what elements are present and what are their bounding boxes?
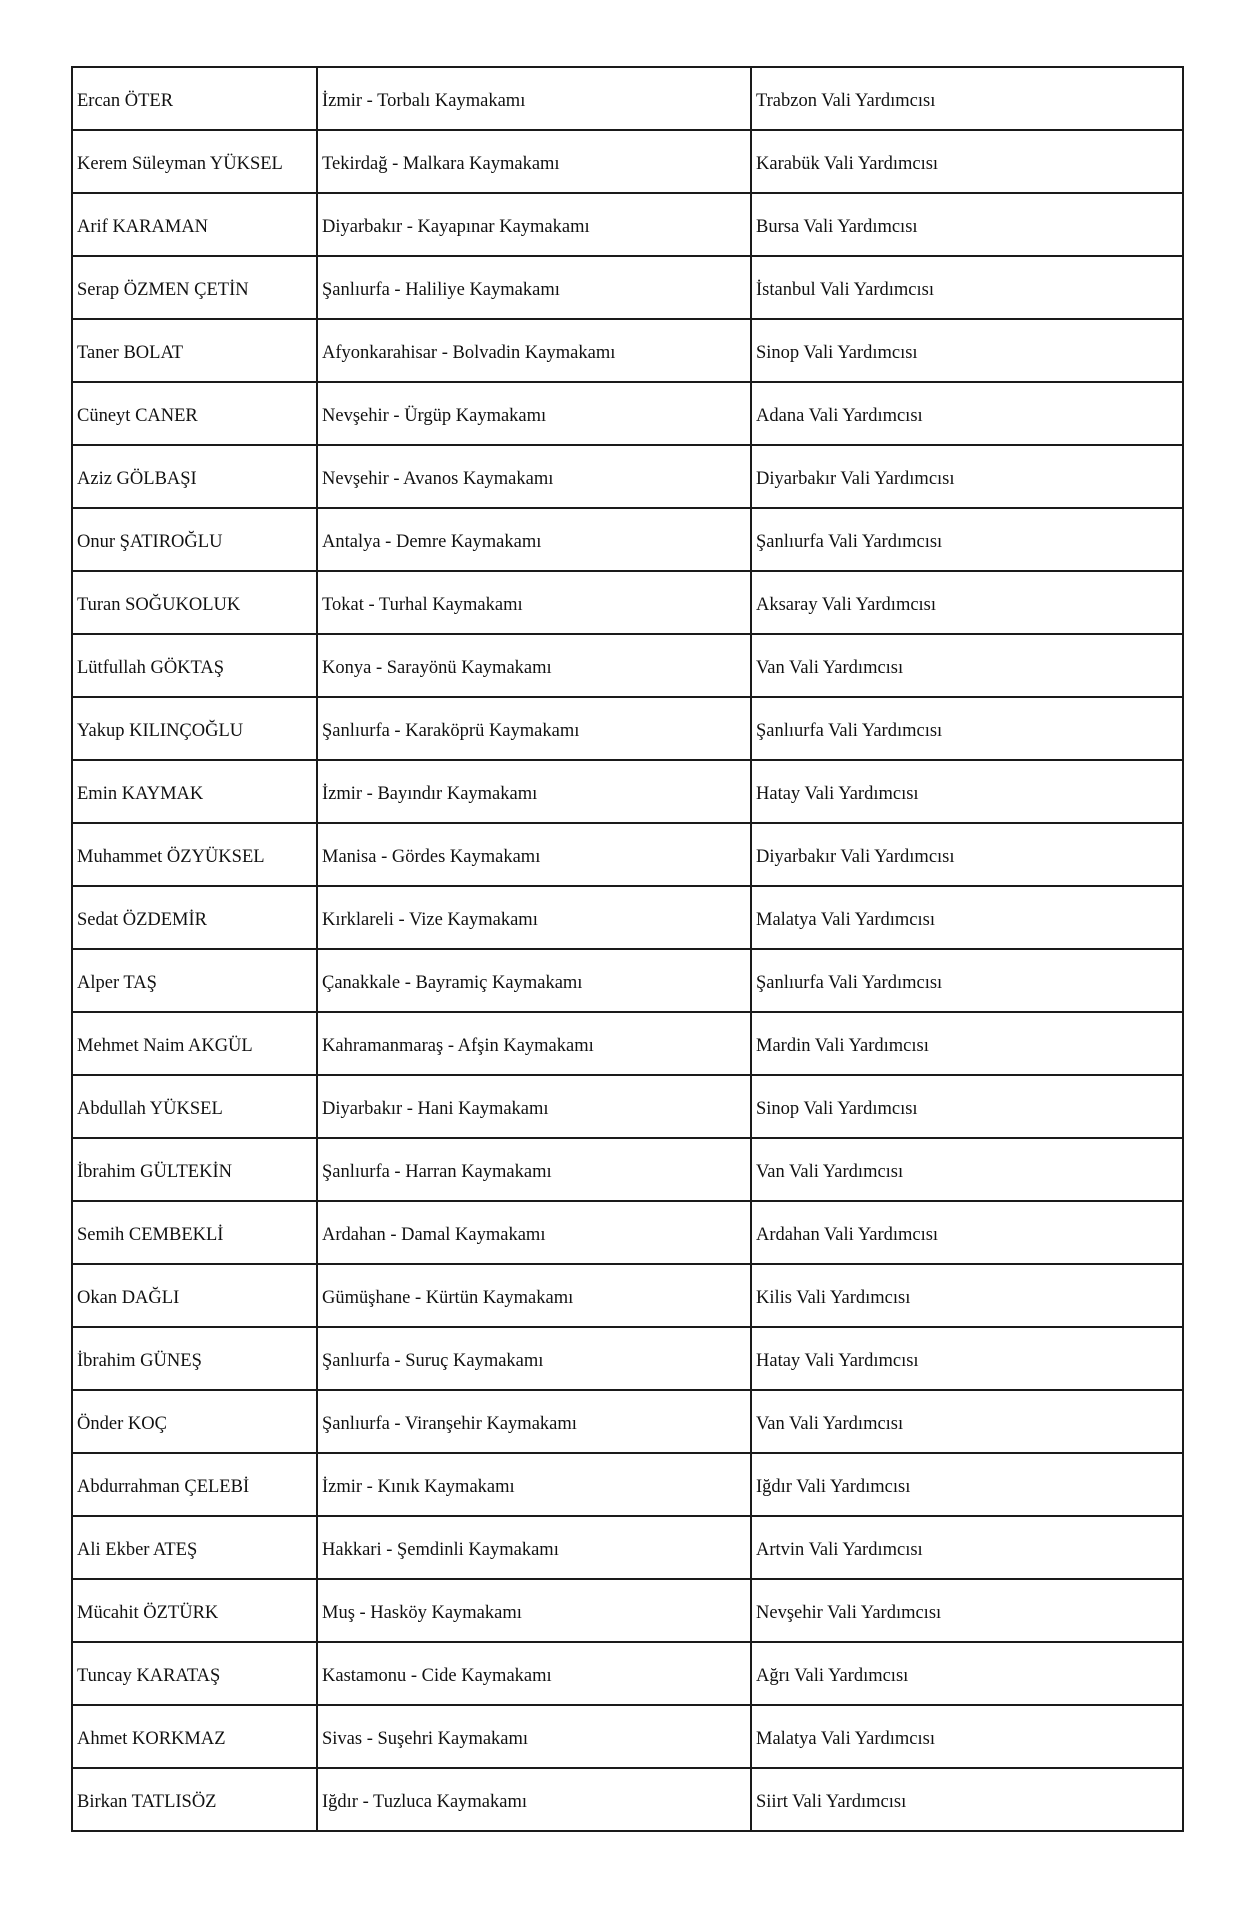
name-cell [72,445,317,508]
table-row [72,1579,1183,1642]
current-post-cell [317,193,751,256]
name-cell-text: Turan SOĞUKOLUK [77,594,241,615]
name-cell [72,1075,317,1138]
name-cell [72,760,317,823]
current-post-cell-text: Gümüşhane - Kürtün Kaymakamı [322,1287,574,1308]
table-row [72,634,1183,697]
name-cell [72,1327,317,1390]
current-post-cell-text: Kastamonu - Cide Kaymakamı [322,1665,552,1686]
current-post-cell-text: Diyarbakır - Kayapınar Kaymakamı [322,216,590,237]
new-post-cell-text: Hatay Vali Yardımcısı [756,1350,919,1371]
table-row [72,1264,1183,1327]
new-post-cell-text: İstanbul Vali Yardımcısı [756,279,934,300]
name-cell-text: İbrahim GÜNEŞ [77,1350,202,1371]
name-cell-text: Yakup KILINÇOĞLU [77,720,244,741]
table-row [72,1012,1183,1075]
current-post-cell-text: Diyarbakır - Hani Kaymakamı [322,1098,549,1119]
current-post-cell [317,130,751,193]
current-post-cell-text: Muş - Hasköy Kaymakamı [322,1602,522,1623]
name-cell [72,1516,317,1579]
name-cell-text: Ali Ekber ATEŞ [77,1539,198,1560]
current-post-cell [317,760,751,823]
new-post-cell [751,571,1183,634]
name-cell-text: Serap ÖZMEN ÇETİN [77,279,249,300]
new-post-cell [751,1768,1183,1831]
table-row [72,1201,1183,1264]
name-cell-text: Onur ŞATIROĞLU [77,531,223,552]
name-cell-text: Önder KOÇ [77,1413,167,1434]
name-cell-text: Okan DAĞLI [77,1287,180,1308]
new-post-cell-text: Malatya Vali Yardımcısı [756,1728,935,1749]
current-post-cell [317,697,751,760]
current-post-cell-text: Kırklareli - Vize Kaymakamı [322,909,538,930]
new-post-cell [751,319,1183,382]
table-row [72,1327,1183,1390]
table-row [72,886,1183,949]
table-row [72,697,1183,760]
current-post-cell [317,1075,751,1138]
name-cell [72,571,317,634]
table-row [72,1642,1183,1705]
current-post-cell [317,1579,751,1642]
table-row [72,193,1183,256]
name-cell [72,67,317,130]
new-post-cell-text: Karabük Vali Yardımcısı [756,153,939,174]
new-post-cell [751,1705,1183,1768]
current-post-cell [317,445,751,508]
name-cell-text: Muhammet ÖZYÜKSEL [77,846,265,867]
current-post-cell [317,949,751,1012]
current-post-cell-text: Sivas - Suşehri Kaymakamı [322,1728,529,1749]
current-post-cell [317,382,751,445]
table-row [72,1516,1183,1579]
name-cell-text: Semih CEMBEKLİ [77,1224,224,1245]
name-cell [72,256,317,319]
new-post-cell-text: Şanlıurfa Vali Yardımcısı [756,720,943,741]
name-cell [72,382,317,445]
current-post-cell-text: Afyonkarahisar - Bolvadin Kaymakamı [322,342,616,363]
new-post-cell-text: Van Vali Yardımcısı [756,1413,904,1434]
current-post-cell [317,1327,751,1390]
current-post-cell [317,1453,751,1516]
new-post-cell [751,130,1183,193]
current-post-cell-text: Antalya - Demre Kaymakamı [322,531,542,552]
table-row [72,130,1183,193]
current-post-cell [317,67,751,130]
new-post-cell-text: Trabzon Vali Yardımcısı [756,90,936,111]
name-cell [72,1138,317,1201]
table-row [72,445,1183,508]
name-cell-text: Taner BOLAT [77,342,184,363]
name-cell-text: Birkan TATLISÖZ [77,1791,217,1812]
new-post-cell-text: Nevşehir Vali Yardımcısı [756,1602,942,1623]
name-cell-text: Mücahit ÖZTÜRK [77,1602,219,1623]
current-post-cell-text: Şanlıurfa - Viranşehir Kaymakamı [322,1413,577,1434]
name-cell [72,1390,317,1453]
new-post-cell [751,445,1183,508]
current-post-cell-text: Konya - Sarayönü Kaymakamı [322,657,552,678]
name-cell [72,697,317,760]
name-cell-text: Cüneyt CANER [77,405,198,426]
current-post-cell-text: Şanlıurfa - Suruç Kaymakamı [322,1350,544,1371]
current-post-cell [317,634,751,697]
table-row [72,760,1183,823]
new-post-cell [751,1390,1183,1453]
current-post-cell [317,1768,751,1831]
new-post-cell-text: Hatay Vali Yardımcısı [756,783,919,804]
table-row [72,256,1183,319]
new-post-cell [751,760,1183,823]
table-row [72,949,1183,1012]
current-post-cell [317,1516,751,1579]
new-post-cell-text: Sinop Vali Yardımcısı [756,342,918,363]
current-post-cell [317,1642,751,1705]
new-post-cell-text: Diyarbakır Vali Yardımcısı [756,468,955,489]
new-post-cell [751,823,1183,886]
name-cell-text: Kerem Süleyman YÜKSEL [77,153,283,174]
new-post-cell [751,382,1183,445]
current-post-cell-text: Ardahan - Damal Kaymakamı [322,1224,546,1245]
new-post-cell-text: Ağrı Vali Yardımcısı [756,1665,909,1686]
name-cell-text: İbrahim GÜLTEKİN [77,1161,232,1182]
new-post-cell [751,1642,1183,1705]
new-post-cell [751,256,1183,319]
name-cell-text: Mehmet Naim AKGÜL [77,1035,253,1056]
new-post-cell [751,67,1183,130]
current-post-cell-text: Şanlıurfa - Haliliye Kaymakamı [322,279,560,300]
name-cell-text: Lütfullah GÖKTAŞ [77,657,225,678]
table-row [72,1138,1183,1201]
current-post-cell-text: İzmir - Kınık Kaymakamı [322,1476,515,1497]
name-cell [72,130,317,193]
name-cell-text: Tuncay KARATAŞ [77,1665,221,1686]
name-cell-text: Sedat ÖZDEMİR [77,909,207,930]
new-post-cell [751,1516,1183,1579]
new-post-cell-text: Aksaray Vali Yardımcısı [756,594,937,615]
name-cell [72,634,317,697]
current-post-cell-text: Çanakkale - Bayramiç Kaymakamı [322,972,583,993]
table-row [72,319,1183,382]
name-cell [72,319,317,382]
current-post-cell [317,823,751,886]
name-cell [72,949,317,1012]
current-post-cell-text: İzmir - Bayındır Kaymakamı [322,783,538,804]
new-post-cell [751,697,1183,760]
new-post-cell [751,508,1183,571]
name-cell [72,823,317,886]
current-post-cell-text: Manisa - Gördes Kaymakamı [322,846,541,867]
current-post-cell [317,256,751,319]
name-cell [72,1012,317,1075]
current-post-cell-text: Iğdır - Tuzluca Kaymakamı [322,1791,527,1812]
new-post-cell [751,1453,1183,1516]
current-post-cell-text: Tekirdağ - Malkara Kaymakamı [322,153,560,174]
new-post-cell-text: Diyarbakır Vali Yardımcısı [756,846,955,867]
new-post-cell-text: Bursa Vali Yardımcısı [756,216,918,237]
new-post-cell [751,193,1183,256]
table-row [72,508,1183,571]
name-cell [72,1264,317,1327]
current-post-cell [317,319,751,382]
table-row [72,1390,1183,1453]
name-cell-text: Alper TAŞ [77,972,157,993]
name-cell-text: Ercan ÖTER [77,90,174,111]
table-row [72,67,1183,130]
current-post-cell [317,1390,751,1453]
current-post-cell-text: Kahramanmaraş - Afşin Kaymakamı [322,1035,594,1056]
current-post-cell [317,886,751,949]
current-post-cell [317,571,751,634]
new-post-cell [751,1327,1183,1390]
name-cell [72,1579,317,1642]
new-post-cell-text: Şanlıurfa Vali Yardımcısı [756,972,943,993]
name-cell [72,193,317,256]
new-post-cell-text: Van Vali Yardımcısı [756,1161,904,1182]
new-post-cell [751,634,1183,697]
current-post-cell [317,1012,751,1075]
table-row [72,1453,1183,1516]
new-post-cell-text: Iğdır Vali Yardımcısı [756,1476,911,1497]
new-post-cell [751,1201,1183,1264]
table-row [72,571,1183,634]
current-post-cell [317,1264,751,1327]
current-post-cell-text: Şanlıurfa - Karaköprü Kaymakamı [322,720,580,741]
name-cell-text: Arif KARAMAN [77,216,209,237]
current-post-cell [317,508,751,571]
name-cell-text: Ahmet KORKMAZ [77,1728,226,1749]
table-row [72,1768,1183,1831]
name-cell [72,886,317,949]
table-row [72,1075,1183,1138]
name-cell-text: Abdurrahman ÇELEBİ [77,1476,250,1497]
current-post-cell [317,1201,751,1264]
new-post-cell-text: Siirt Vali Yardımcısı [756,1791,907,1812]
name-cell-text: Emin KAYMAK [77,783,204,804]
table-row [72,1705,1183,1768]
name-cell [72,1642,317,1705]
new-post-cell [751,949,1183,1012]
new-post-cell-text: Sinop Vali Yardımcısı [756,1098,918,1119]
current-post-cell-text: Nevşehir - Ürgüp Kaymakamı [322,405,547,426]
table-row [72,382,1183,445]
new-post-cell-text: Van Vali Yardımcısı [756,657,904,678]
new-post-cell [751,1138,1183,1201]
new-post-cell-text: Ardahan Vali Yardımcısı [756,1224,939,1245]
current-post-cell-text: Hakkari - Şemdinli Kaymakamı [322,1539,559,1560]
name-cell [72,1453,317,1516]
current-post-cell [317,1138,751,1201]
new-post-cell-text: Mardin Vali Yardımcısı [756,1035,929,1056]
new-post-cell-text: Malatya Vali Yardımcısı [756,909,935,930]
current-post-cell-text: İzmir - Torbalı Kaymakamı [322,90,526,111]
table-row [72,823,1183,886]
current-post-cell-text: Nevşehir - Avanos Kaymakamı [322,468,554,489]
new-post-cell [751,886,1183,949]
new-post-cell-text: Kilis Vali Yardımcısı [756,1287,911,1308]
new-post-cell-text: Şanlıurfa Vali Yardımcısı [756,531,943,552]
name-cell-text: Aziz GÖLBAŞI [77,468,197,489]
appointments-table [71,66,1184,1832]
current-post-cell-text: Şanlıurfa - Harran Kaymakamı [322,1161,552,1182]
new-post-cell-text: Artvin Vali Yardımcısı [756,1539,923,1560]
new-post-cell [751,1264,1183,1327]
new-post-cell [751,1075,1183,1138]
current-post-cell [317,1705,751,1768]
current-post-cell-text: Tokat - Turhal Kaymakamı [322,594,523,615]
name-cell [72,1201,317,1264]
new-post-cell [751,1012,1183,1075]
name-cell [72,1705,317,1768]
new-post-cell [751,1579,1183,1642]
name-cell-text: Abdullah YÜKSEL [77,1098,223,1119]
name-cell [72,1768,317,1831]
appointments-table-body [72,67,1183,1831]
name-cell [72,508,317,571]
new-post-cell-text: Adana Vali Yardımcısı [756,405,923,426]
